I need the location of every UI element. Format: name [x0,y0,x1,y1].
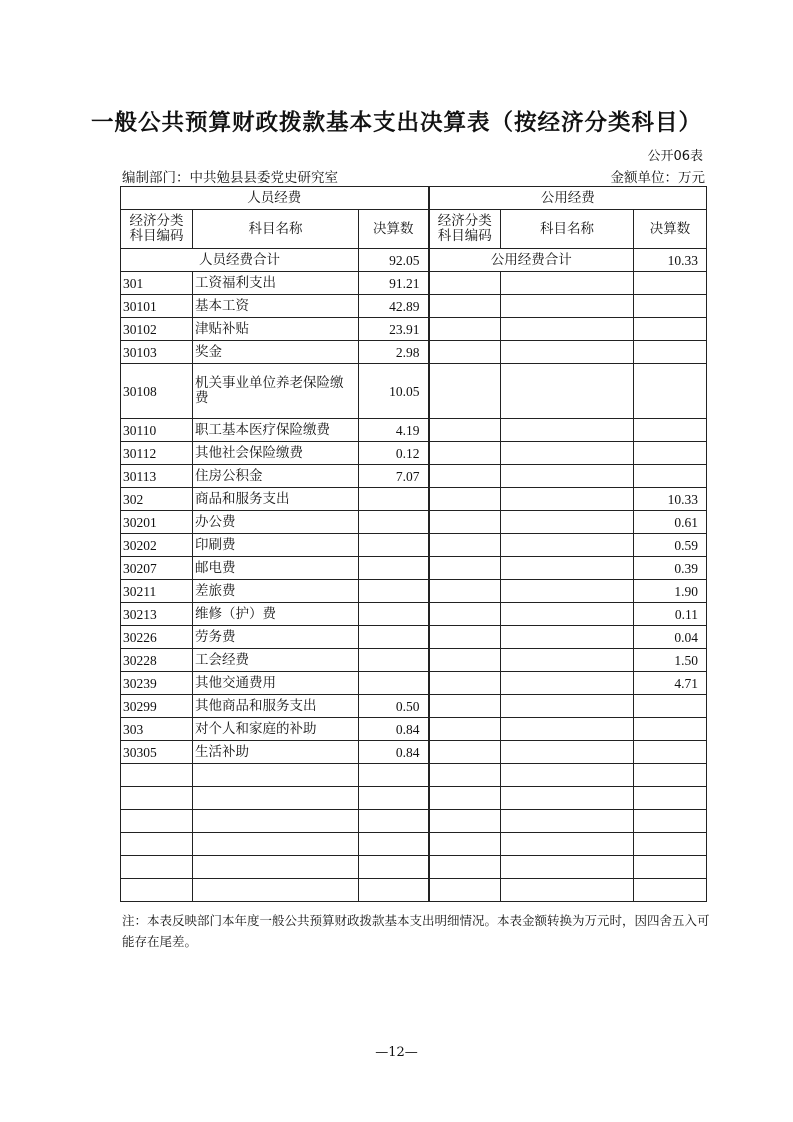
public-amount-cell [634,272,707,295]
public-header: 公用经费 [429,187,707,210]
table-row [121,442,707,465]
personnel-amount-cell: 42.89 [359,295,429,318]
personnel-name-cell: 印刷费 [193,534,359,557]
public-amount-cell [634,318,707,341]
personnel-code-cell: 303 [121,718,193,741]
table-row [121,649,707,672]
personnel-amount-cell: 2.98 [359,341,429,364]
public-name-cell [501,603,634,626]
table-note: 注：本表反映部门本年度一般公共预算财政拨款基本支出明细情况。本表金额转换为万元时，因四舍五入可能存在尾差。 [122,913,710,949]
table-row [121,318,707,341]
expenditure-table [120,186,707,902]
personnel-name-cell [193,764,359,787]
public-amount-cell [634,364,707,419]
public-name-cell [501,465,634,488]
personnel-name-cell: 办公费 [193,511,359,534]
public-amount-cell [634,341,707,364]
personnel-code-cell: 30108 [121,364,193,419]
personnel-name-cell: 职工基本医疗保险缴费 [193,419,359,442]
personnel-amount-cell [359,557,429,580]
public-code-cell [429,557,501,580]
public-amount-cell [634,764,707,787]
public-code-cell [429,787,501,810]
public-code-cell [429,718,501,741]
personnel-amount-cell: 91.21 [359,272,429,295]
table-row [121,695,707,718]
personnel-name-cell [193,879,359,902]
personnel-amount-cell: 4.19 [359,419,429,442]
public-amount-cell [634,810,707,833]
personnel-amount-cell [359,603,429,626]
table-row [121,364,707,419]
public-name-cell [501,718,634,741]
public-amount-cell [634,295,707,318]
public-amount-cell [634,833,707,856]
table-row [121,787,707,810]
public-name-cell [501,580,634,603]
table-row [121,295,707,318]
col-amount-header: 决算数 [634,210,707,249]
table-row [121,879,707,902]
personnel-amount-cell [359,488,429,511]
public-amount-cell: 0.04 [634,626,707,649]
personnel-code-cell: 30226 [121,626,193,649]
form-number: 公开06表 [647,149,703,164]
personnel-header: 人员经费 [121,187,429,210]
page-number: —12— [375,1045,418,1060]
personnel-name-cell: 基本工资 [193,295,359,318]
personnel-code-cell: 30299 [121,695,193,718]
public-code-cell [429,810,501,833]
public-code-cell [429,879,501,902]
public-name-cell [501,810,634,833]
personnel-name-cell: 津贴补贴 [193,318,359,341]
col-code-header: 经济分类科目编码 [121,210,193,249]
public-amount-cell [634,718,707,741]
public-amount-cell: 10.33 [634,488,707,511]
table-row [121,465,707,488]
public-amount-cell [634,856,707,879]
personnel-name-cell: 对个人和家庭的补助 [193,718,359,741]
public-code-cell [429,626,501,649]
col-name-header: 科目名称 [193,210,359,249]
public-name-cell [501,787,634,810]
public-name-cell [501,649,634,672]
public-code-cell [429,442,501,465]
personnel-name-cell: 其他社会保险缴费 [193,442,359,465]
public-name-cell [501,295,634,318]
personnel-code-cell [121,856,193,879]
personnel-code-cell: 30102 [121,318,193,341]
personnel-name-cell [193,833,359,856]
personnel-name-cell: 劳务费 [193,626,359,649]
public-amount-cell: 4.71 [634,672,707,695]
public-amount-cell: 1.90 [634,580,707,603]
public-code-cell [429,764,501,787]
personnel-name-cell: 商品和服务支出 [193,488,359,511]
public-name-cell [501,626,634,649]
personnel-amount-cell: 0.84 [359,741,429,764]
compiling-unit: 编制部门：中共勉县县委党史研究室 [122,170,338,186]
table-row [121,764,707,787]
personnel-amount-cell [359,833,429,856]
public-name-cell [501,856,634,879]
personnel-code-cell: 30228 [121,649,193,672]
personnel-total-label: 人员经费合计 [121,249,359,272]
table-row [121,419,707,442]
table-row [121,718,707,741]
public-name-cell [501,511,634,534]
public-amount-cell [634,465,707,488]
public-code-cell [429,534,501,557]
personnel-amount-cell [359,810,429,833]
personnel-name-cell: 住房公积金 [193,465,359,488]
public-total-label: 公用经费合计 [429,249,634,272]
personnel-amount-cell: 10.05 [359,364,429,419]
table-row [121,626,707,649]
col-name-header: 科目名称 [501,210,634,249]
public-amount-cell [634,442,707,465]
personnel-name-cell: 差旅费 [193,580,359,603]
personnel-amount-cell: 23.91 [359,318,429,341]
personnel-code-cell [121,787,193,810]
personnel-amount-cell: 7.07 [359,465,429,488]
personnel-name-cell: 工资福利支出 [193,272,359,295]
public-amount-cell: 0.61 [634,511,707,534]
public-code-cell [429,603,501,626]
personnel-amount-cell [359,764,429,787]
public-name-cell [501,879,634,902]
personnel-name-cell: 其他交通费用 [193,672,359,695]
personnel-name-cell: 生活补助 [193,741,359,764]
public-code-cell [429,272,501,295]
personnel-amount-cell [359,787,429,810]
personnel-name-cell: 工会经费 [193,649,359,672]
personnel-total-value: 92.05 [359,249,429,272]
table-row [121,341,707,364]
public-name-cell [501,833,634,856]
personnel-code-cell: 30112 [121,442,193,465]
public-amount-cell [634,879,707,902]
personnel-name-cell: 邮电费 [193,557,359,580]
public-amount-cell: 0.39 [634,557,707,580]
public-amount-cell [634,741,707,764]
public-code-cell [429,364,501,419]
col-amount-header: 决算数 [359,210,429,249]
personnel-code-cell [121,879,193,902]
public-name-cell [501,764,634,787]
personnel-code-cell: 30113 [121,465,193,488]
personnel-code-cell [121,810,193,833]
table-row [121,833,707,856]
public-code-cell [429,295,501,318]
public-name-cell [501,272,634,295]
personnel-name-cell [193,787,359,810]
table-row [121,272,707,295]
public-code-cell [429,833,501,856]
personnel-amount-cell [359,626,429,649]
personnel-code-cell: 30211 [121,580,193,603]
personnel-name-cell: 奖金 [193,341,359,364]
personnel-amount-cell [359,580,429,603]
public-code-cell [429,672,501,695]
col-code-header: 经济分类科目编码 [429,210,501,249]
table-row [121,741,707,764]
public-name-cell [501,442,634,465]
public-code-cell [429,465,501,488]
public-name-cell [501,534,634,557]
table-row [121,511,707,534]
public-name-cell [501,672,634,695]
public-name-cell [501,695,634,718]
personnel-amount-cell [359,856,429,879]
personnel-code-cell: 302 [121,488,193,511]
personnel-code-cell [121,833,193,856]
personnel-name-cell: 其他商品和服务支出 [193,695,359,718]
table-row [121,557,707,580]
personnel-code-cell: 30201 [121,511,193,534]
page-title: 一般公共预算财政拨款基本支出决算表（按经济分类科目） [90,110,702,136]
public-name-cell [501,557,634,580]
public-amount-cell: 0.11 [634,603,707,626]
personnel-amount-cell [359,534,429,557]
public-name-cell [501,741,634,764]
public-name-cell [501,364,634,419]
public-code-cell [429,488,501,511]
public-total-value: 10.33 [634,249,707,272]
personnel-code-cell: 30101 [121,295,193,318]
table-row [121,580,707,603]
public-code-cell [429,741,501,764]
table-row [121,810,707,833]
table-row [121,534,707,557]
table-row [121,856,707,879]
public-code-cell [429,341,501,364]
public-code-cell [429,419,501,442]
public-code-cell [429,649,501,672]
personnel-code-cell [121,764,193,787]
personnel-amount-cell [359,511,429,534]
personnel-code-cell: 30239 [121,672,193,695]
personnel-name-cell: 机关事业单位养老保险缴费 [193,364,359,419]
personnel-code-cell: 30213 [121,603,193,626]
public-name-cell [501,318,634,341]
public-name-cell [501,419,634,442]
public-code-cell [429,511,501,534]
table-row [121,672,707,695]
personnel-name-cell: 维修（护）费 [193,603,359,626]
personnel-name-cell [193,856,359,879]
personnel-code-cell: 30110 [121,419,193,442]
personnel-code-cell: 30103 [121,341,193,364]
personnel-code-cell: 30305 [121,741,193,764]
public-amount-cell: 1.50 [634,649,707,672]
table-row [121,603,707,626]
public-amount-cell [634,419,707,442]
personnel-amount-cell [359,649,429,672]
personnel-amount-cell [359,672,429,695]
public-code-cell [429,695,501,718]
personnel-amount-cell [359,879,429,902]
public-code-cell [429,580,501,603]
personnel-amount-cell: 0.84 [359,718,429,741]
public-amount-cell [634,695,707,718]
amount-unit: 金额单位：万元 [610,170,705,186]
personnel-code-cell: 301 [121,272,193,295]
personnel-amount-cell: 0.12 [359,442,429,465]
public-code-cell [429,856,501,879]
personnel-name-cell [193,810,359,833]
public-name-cell [501,341,634,364]
public-name-cell [501,488,634,511]
meta-line [122,166,705,186]
personnel-code-cell: 30207 [121,557,193,580]
personnel-code-cell: 30202 [121,534,193,557]
table-row [121,488,707,511]
public-amount-cell [634,787,707,810]
public-amount-cell: 0.59 [634,534,707,557]
public-code-cell [429,318,501,341]
personnel-amount-cell: 0.50 [359,695,429,718]
